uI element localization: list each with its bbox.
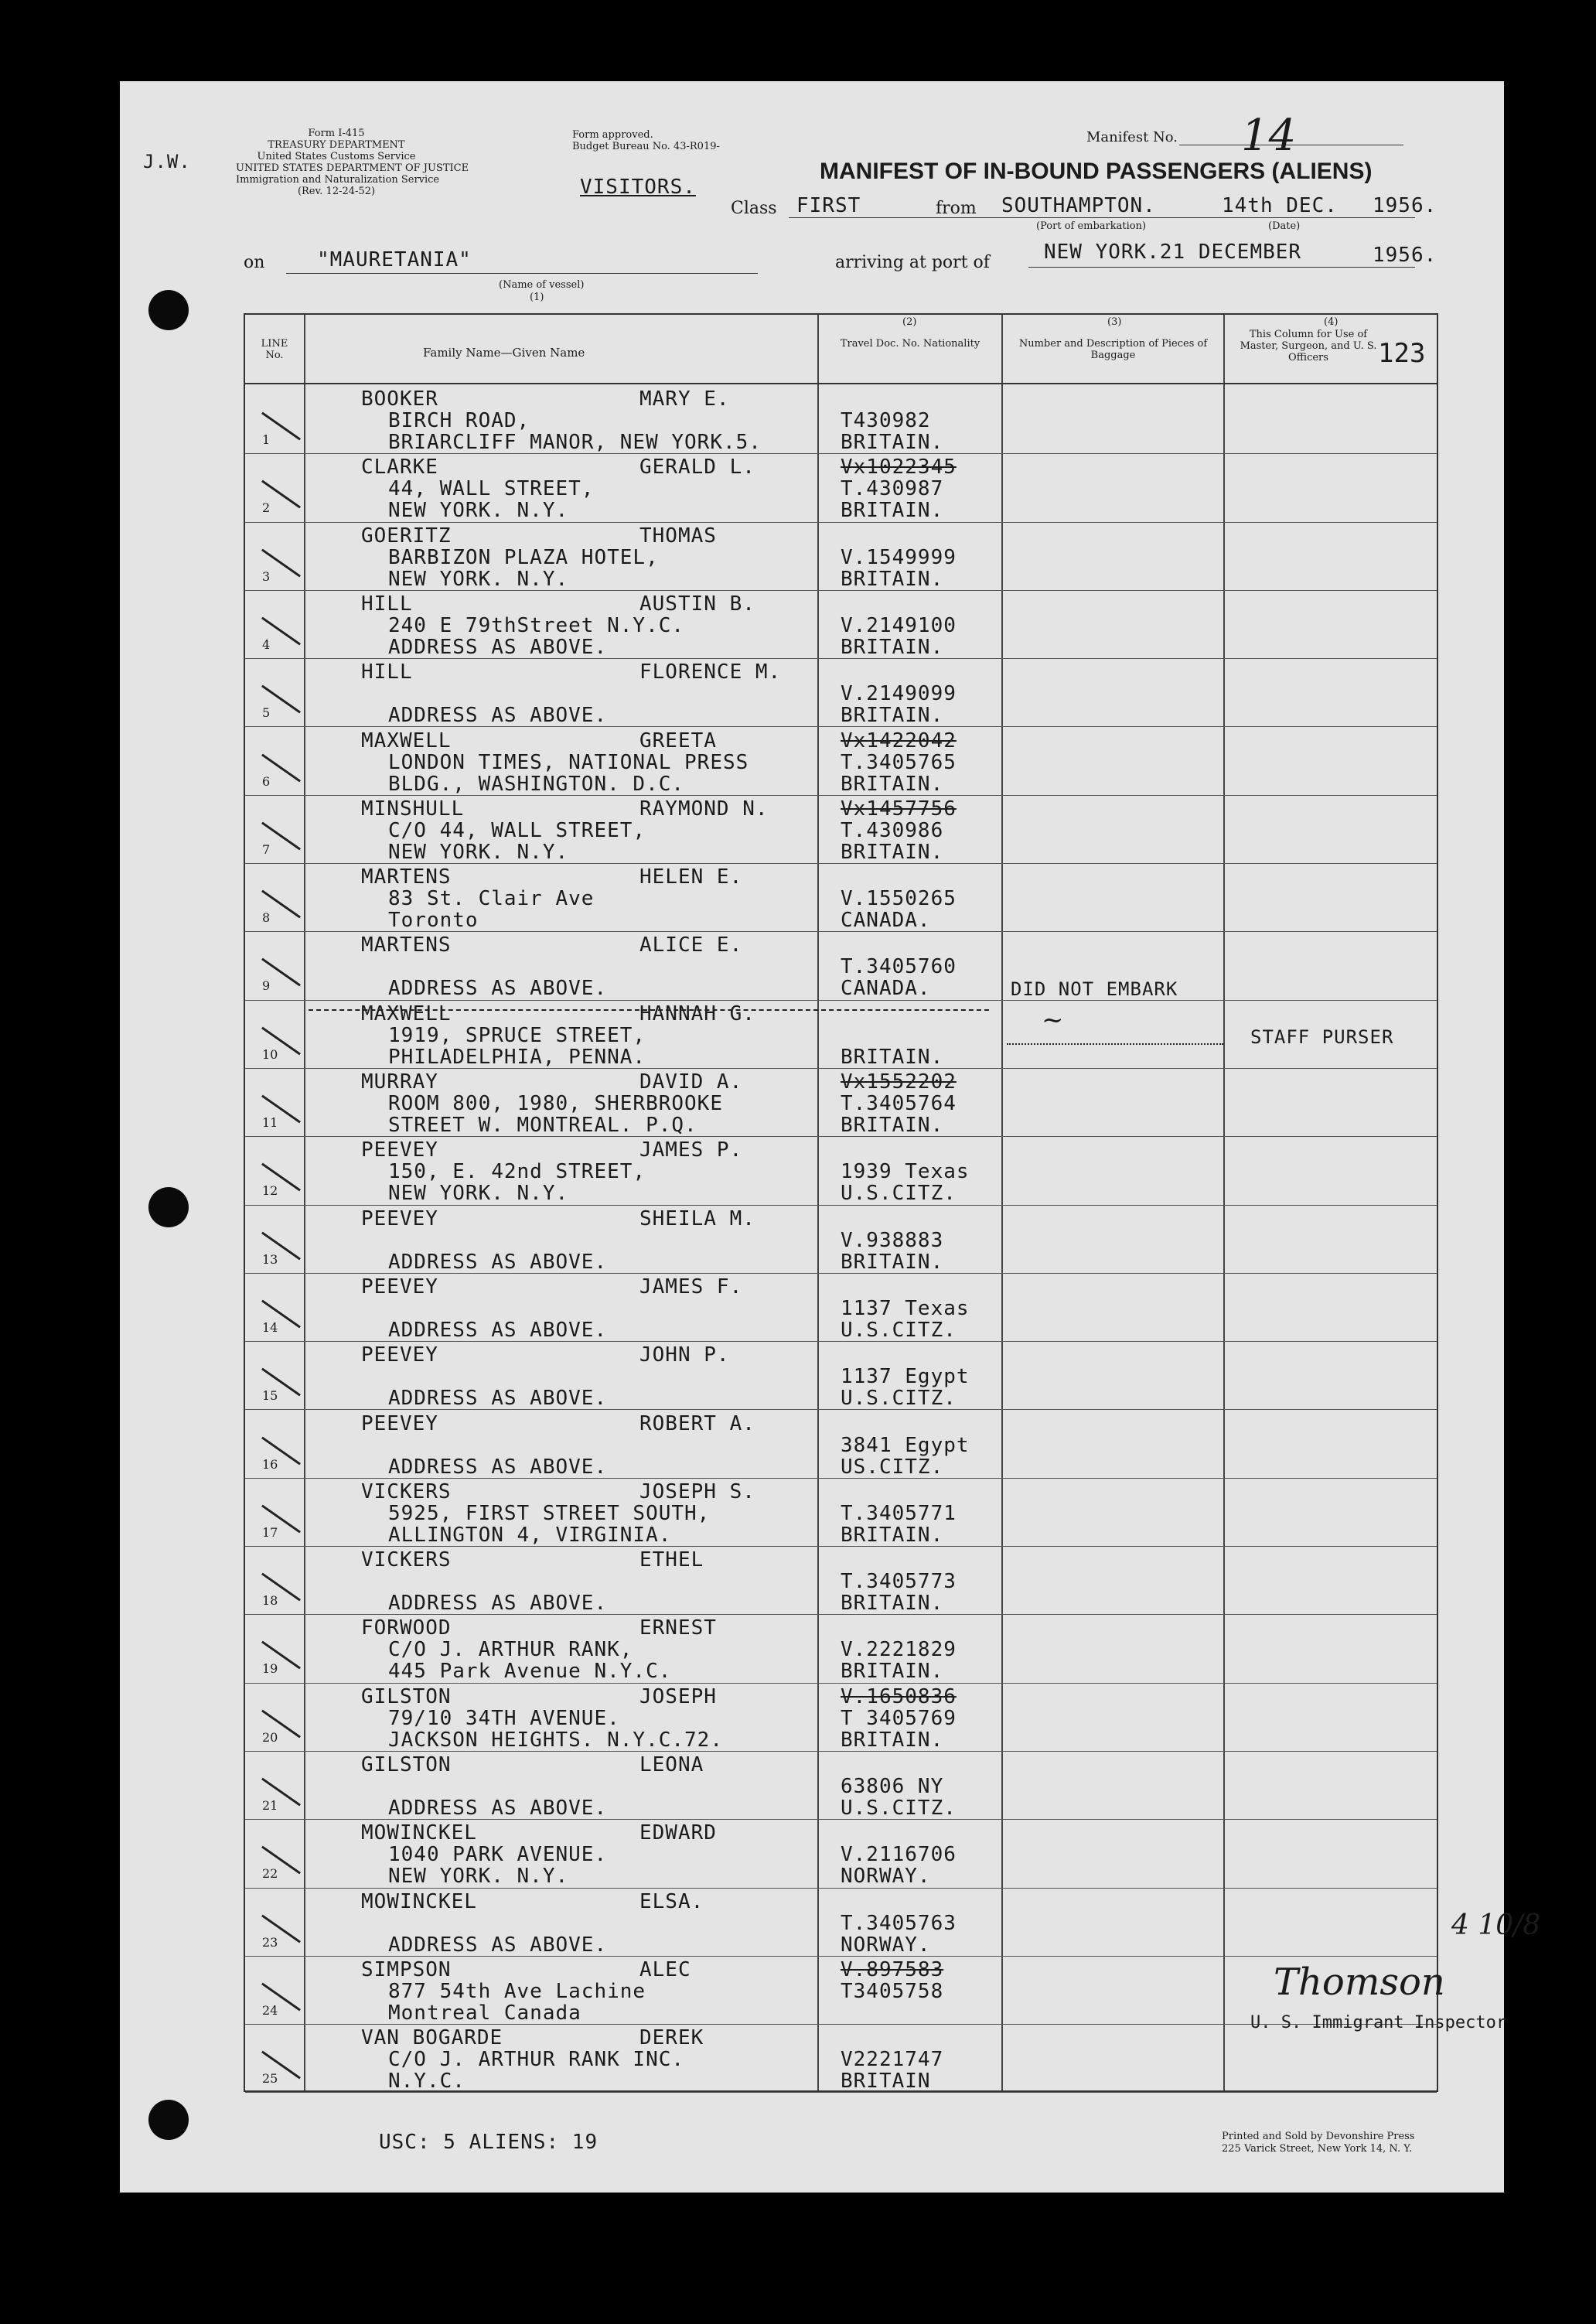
year-2: 1956. [1373, 244, 1437, 267]
travel-doc: 3841 Egypt [841, 1433, 970, 1457]
address-line-2: ADDRESS AS ABOVE. [388, 1933, 608, 1957]
initials: J.W. [143, 151, 191, 172]
address-line-2: BRIARCLIFF MANOR, NEW YORK.5. [388, 431, 762, 454]
travel-doc: V.2221829 [841, 1638, 957, 1662]
manifest-no: 14 [1241, 111, 1297, 161]
table-row [245, 1206, 1437, 1274]
did-not-embark: DID NOT EMBARK [1011, 978, 1178, 1000]
family-name: BOOKER [361, 387, 438, 411]
given-name: JAMES F. [639, 1275, 743, 1299]
manifest-no-label: Manifest No. [1086, 129, 1178, 145]
nationality: BRITAIN. [841, 1114, 944, 1137]
given-name: GREETA [639, 729, 717, 752]
line-number: 23 [262, 1934, 278, 1950]
family-name: VICKERS [361, 1548, 452, 1572]
line-class [789, 217, 1415, 218]
address-line-1: 5925, FIRST STREET SOUTH, [388, 1501, 711, 1525]
travel-doc: V.2149100 [841, 613, 957, 637]
line-number: 13 [262, 1251, 278, 1267]
table-row [245, 454, 1437, 522]
table-row [245, 1137, 1437, 1205]
travel-doc: T.3405771 [841, 1501, 957, 1525]
given-name: ERNEST [639, 1616, 717, 1640]
line-number: 5 [262, 705, 271, 721]
table-row [245, 659, 1437, 727]
arriving-label: arriving at port of [835, 253, 990, 272]
given-name: GERALD L. [639, 456, 755, 479]
given-name: FLORENCE M. [639, 660, 782, 684]
col-header-travel: Travel Doc. No. Nationality [840, 338, 980, 350]
vessel-col: (1) [530, 292, 544, 303]
col-header-name: Family Name—Given Name [423, 346, 585, 360]
address-line-1: 1040 PARK AVENUE. [388, 1843, 608, 1867]
line-number: 9 [262, 978, 271, 994]
nationality: U.S.CITZ. [841, 1387, 957, 1411]
table-row [245, 591, 1437, 659]
embark-date: 14th DEC. [1222, 194, 1338, 217]
footer-counts: USC: 5 ALIENS: 19 [379, 2131, 598, 2154]
family-name: MARTENS [361, 865, 452, 889]
table-row [245, 864, 1437, 932]
manifest-page [120, 81, 1541, 2193]
nationality: CANADA. [841, 909, 931, 933]
arrival-port: NEW YORK.21 DECEMBER [1044, 241, 1302, 264]
table-row [245, 1342, 1437, 1410]
address-line-2: Montreal Canada [388, 2001, 581, 2025]
line-number: 4 [262, 636, 271, 652]
travel-doc: T 3405769 [841, 1706, 957, 1730]
page-number: 123 [1378, 338, 1426, 369]
family-name: GILSTON [361, 1684, 452, 1708]
given-name: LEONA [639, 1753, 704, 1776]
nationality: BRITAIN. [841, 1728, 944, 1752]
address-line-2: STREET W. MONTREAL. P.Q. [388, 1114, 697, 1137]
address-line-2: 445 Park Avenue N.Y.C. [388, 1660, 672, 1684]
passenger-table [244, 313, 1541, 2094]
given-name: ETHEL [639, 1548, 704, 1572]
table-row [245, 1684, 1437, 1752]
given-name: DAVID A. [639, 1070, 743, 1094]
family-name: PEEVEY [361, 1343, 438, 1367]
given-name: MARY E. [639, 387, 730, 411]
family-name: MINSHULL [361, 797, 465, 821]
nationality: BRITAIN. [841, 1523, 944, 1547]
line-number: 19 [262, 1661, 278, 1677]
given-name: JOSEPH [639, 1684, 717, 1708]
address-line-1: 240 E 79thStreet N.Y.C. [388, 613, 685, 637]
address-line-2: NEW YORK. N.Y. [388, 499, 569, 523]
family-name: HILL [361, 660, 413, 684]
travel-doc: T.430986 [841, 818, 944, 842]
table-row [245, 728, 1437, 796]
travel-doc-struck: V.897583 [841, 1957, 944, 1981]
address-line-2: ADDRESS AS ABOVE. [388, 635, 608, 659]
on-label: on [244, 253, 265, 272]
punch-hole-bottom [148, 2100, 189, 2140]
class-label: Class [731, 199, 777, 218]
family-name: MAXWELL [361, 1002, 452, 1025]
travel-doc: T.430987 [841, 477, 944, 501]
table-row [245, 1889, 1437, 1957]
travel-doc: 1137 Egypt [841, 1365, 970, 1389]
family-name: PEEVEY [361, 1411, 438, 1435]
table-row [245, 2025, 1437, 2093]
address-line-1: 150, E. 42nd STREET, [388, 1160, 646, 1184]
line-number: 3 [262, 568, 271, 584]
line-number: 18 [262, 1593, 278, 1609]
line-number: 8 [262, 910, 271, 926]
travel-doc: T.3405763 [841, 1911, 957, 1935]
given-name: JOSEPH S. [639, 1479, 755, 1503]
travel-doc: V2221747 [841, 2048, 944, 2072]
line-number: 22 [262, 1866, 278, 1882]
address-line-1: 877 54th Ave Lachine [388, 1979, 646, 2003]
address-line-1: C/O J. ARTHUR RANK INC. [388, 2048, 685, 2072]
travel-doc-struck: V.1650836 [841, 1684, 957, 1708]
address-line-1: LONDON TIMES, NATIONAL PRESS [388, 750, 749, 774]
travel-doc: 1137 Texas [841, 1296, 970, 1320]
family-name: GILSTON [361, 1753, 452, 1776]
col-header-baggage-num: (3) [1107, 316, 1122, 328]
line-number: 16 [262, 1456, 278, 1472]
address-line-2: PHILADELPHIA, PENNA. [388, 1045, 646, 1069]
vessel-name: "MAURETANIA" [317, 248, 472, 271]
col-header-travel-num: (2) [902, 316, 917, 328]
given-name: SHEILA M. [639, 1206, 755, 1230]
nationality: NORWAY. [841, 1933, 931, 1957]
embark-port-sub: (Port of embarkation) [1036, 220, 1147, 232]
travel-doc: T.3405765 [841, 750, 957, 774]
vessel-sub: (Name of vessel) [499, 279, 585, 291]
approval-info: Form approved. Budget Bureau No. 43-R019- [572, 129, 720, 152]
travel-doc: T.3405764 [841, 1092, 957, 1115]
family-name: PEEVEY [361, 1275, 438, 1299]
address-line-2: ADDRESS AS ABOVE. [388, 1387, 608, 1411]
address-line-2: JACKSON HEIGHTS. N.Y.C.72. [388, 1728, 723, 1752]
col-header-officers-num: (4) [1324, 316, 1339, 328]
family-name: CLARKE [361, 456, 438, 479]
family-name: MURRAY [361, 1070, 438, 1094]
line-number: 17 [262, 1524, 278, 1540]
printer-line-2: 225 Varick Street, New York 14, N. Y. [1222, 2143, 1413, 2155]
given-name: ELSA. [639, 1889, 704, 1913]
form-info: Form I-415 TREASURY DEPARTMENT United States Customs Service UNITED STATES DEPARTMENT OF JUSTICE Immigration and Naturalization Service (Rev. 12-24-52) [236, 128, 469, 197]
table-row [245, 1615, 1437, 1683]
address-line-2: ADDRESS AS ABOVE. [388, 1318, 608, 1342]
address-line-1: BIRCH ROAD, [388, 409, 530, 432]
table-row [245, 1820, 1437, 1888]
address-line-2: Toronto [388, 909, 479, 933]
address-line-1: ROOM 800, 1980, SHERBROOKE [388, 1092, 723, 1115]
nationality: BRITAIN. [841, 840, 944, 864]
nationality: BRITAIN. [841, 704, 944, 728]
col-header-baggage: Number and Description of Pieces of Baggage [1018, 338, 1208, 361]
given-name: THOMAS [639, 524, 717, 548]
line-number: 1 [262, 432, 271, 447]
travel-doc: V.2116706 [841, 1843, 957, 1867]
address-line-1: C/O 44, WALL STREET, [388, 818, 646, 842]
nationality: BRITAIN. [841, 1045, 944, 1069]
class-value: FIRST [796, 194, 861, 217]
family-name: MOWINCKEL [361, 1821, 477, 1845]
family-name: GOERITZ [361, 524, 452, 548]
given-name: JOHN P. [639, 1343, 730, 1367]
travel-doc: T.3405773 [841, 1570, 957, 1594]
address-line-2: ADDRESS AS ABOVE. [388, 1455, 608, 1479]
family-name: MOWINCKEL [361, 1889, 477, 1913]
col-header-officers: This Column for Use of Master, Surgeon, and U. S. Officers [1240, 329, 1377, 363]
table-row [245, 796, 1437, 864]
punch-hole-middle [148, 1187, 189, 1227]
family-name: VICKERS [361, 1479, 452, 1503]
line-number: 7 [262, 841, 271, 857]
family-name: MAXWELL [361, 729, 452, 752]
line-number: 11 [262, 1115, 278, 1130]
family-name: PEEVEY [361, 1206, 438, 1230]
baggage-dotted-line [1007, 1043, 1223, 1045]
line-number: 15 [262, 1388, 278, 1404]
address-line-1: BARBIZON PLAZA HOTEL, [388, 545, 659, 569]
travel-doc: 1939 Texas [841, 1160, 970, 1184]
line-number: 12 [262, 1183, 278, 1199]
table-row [245, 1752, 1437, 1820]
travel-doc: V.2149099 [841, 682, 957, 706]
address-line-2: NEW YORK. N.Y. [388, 567, 569, 591]
margin-note: 4 10/8 [1451, 1909, 1541, 1941]
given-name: RAYMOND N. [639, 797, 769, 821]
address-line-2: NEW YORK. N.Y. [388, 1865, 569, 1889]
given-name: HANNAH G. [639, 1002, 755, 1025]
nationality: BRITAIN. [841, 1660, 944, 1684]
line-number: 25 [262, 2071, 278, 2087]
address-line-1: C/O J. ARTHUR RANK, [388, 1638, 633, 1662]
year-1: 1956. [1373, 194, 1437, 217]
address-line-2: ADDRESS AS ABOVE. [388, 977, 608, 1001]
given-name: HELEN E. [639, 865, 743, 889]
address-line-2: ADDRESS AS ABOVE. [388, 1592, 608, 1616]
table-row [245, 1479, 1437, 1547]
family-name: MARTENS [361, 933, 452, 957]
given-name: EDWARD [639, 1821, 717, 1845]
nationality: CANADA. [841, 977, 931, 1001]
address-line-1: 44, WALL STREET, [388, 477, 595, 501]
travel-doc-struck: Vx1022345 [841, 456, 957, 479]
travel-doc-struck: Vx1422042 [841, 729, 957, 752]
document-title: MANIFEST OF IN-BOUND PASSENGERS (ALIENS) [820, 159, 1373, 184]
cancelled-row-line [309, 1009, 989, 1011]
nationality: BRITAIN. [841, 431, 944, 454]
inspector-label: U. S. Immigrant Inspector [1250, 2013, 1507, 2032]
nationality: BRITAIN. [841, 499, 944, 523]
family-name: HILL [361, 592, 413, 616]
punch-hole-top [148, 290, 189, 330]
address-line-2: ADDRESS AS ABOVE. [388, 1797, 608, 1820]
given-name: AUSTIN B. [639, 592, 755, 616]
address-line-2: BLDG., WASHINGTON. D.C. [388, 772, 685, 796]
address-line-2: N.Y.C. [388, 2070, 466, 2094]
family-name: PEEVEY [361, 1138, 438, 1162]
travel-doc: V.938883 [841, 1228, 944, 1252]
printer-line-1: Printed and Sold by Devonshire Press [1222, 2131, 1415, 2142]
address-line-2: ADDRESS AS ABOVE. [388, 704, 608, 728]
address-line-2: ALLINGTON 4, VIRGINIA. [388, 1523, 672, 1547]
travel-doc-struck: Vx1552202 [841, 1070, 957, 1094]
address-line-1: 1919, SPRUCE STREET, [388, 1023, 646, 1047]
line-number: 14 [262, 1319, 278, 1335]
header-divider [245, 383, 1437, 384]
given-name: DEREK [639, 2026, 704, 2050]
travel-doc: V.1550265 [841, 887, 957, 911]
table-row [245, 932, 1437, 1000]
nationality: BRITAIN. [841, 635, 944, 659]
staff-purser: STAFF PURSER [1250, 1026, 1394, 1048]
nationality: U.S.CITZ. [841, 1797, 957, 1820]
embark-port: SOUTHAMPTON. [1001, 194, 1156, 217]
table-row [245, 523, 1437, 591]
visitors-label: VISITORS. [580, 176, 696, 199]
line-number: 24 [262, 2002, 278, 2018]
nationality: BRITAIN. [841, 567, 944, 591]
initial-scrawl: ~ [1042, 1005, 1064, 1036]
given-name: ALEC [639, 1957, 691, 1981]
given-name: JAMES P. [639, 1138, 743, 1162]
nationality: BRITAIN. [841, 1250, 944, 1274]
line-number: 10 [262, 1046, 278, 1062]
address-line-2: NEW YORK. N.Y. [388, 1182, 569, 1206]
line-number: 21 [262, 1798, 278, 1813]
address-line-2: ADDRESS AS ABOVE. [388, 1250, 608, 1274]
nationality: US.CITZ. [841, 1455, 944, 1479]
travel-doc: T3405758 [841, 1979, 944, 2003]
given-name: ROBERT A. [639, 1411, 755, 1435]
from-label: from [936, 199, 977, 218]
table-row [245, 1274, 1437, 1342]
line-arriving [1028, 267, 1415, 268]
given-name: ALICE E. [639, 933, 743, 957]
address-line-1: 79/10 34TH AVENUE. [388, 1706, 620, 1730]
table-row [245, 1411, 1437, 1479]
inspector-signature: Thomson [1274, 1961, 1445, 2004]
line-number: 20 [262, 1729, 278, 1745]
col-header-line: LINE No. [261, 338, 288, 361]
travel-doc: T.3405760 [841, 955, 957, 979]
nationality: BRITAIN [841, 2070, 931, 2094]
travel-doc: T430982 [841, 409, 931, 432]
travel-doc: 63806 NY [841, 1775, 944, 1798]
travel-doc-struck: Vx1457756 [841, 797, 957, 821]
address-line-1: 83 St. Clair Ave [388, 887, 595, 911]
line-vessel [286, 273, 758, 274]
nationality: U.S.CITZ. [841, 1318, 957, 1342]
nationality: BRITAIN. [841, 772, 944, 796]
family-name: VAN BOGARDE [361, 2026, 503, 2050]
nationality: NORWAY. [841, 1865, 931, 1889]
line-number: 6 [262, 773, 271, 789]
address-line-2: NEW YORK. N.Y. [388, 840, 569, 864]
family-name: SIMPSON [361, 1957, 452, 1981]
nationality: U.S.CITZ. [841, 1182, 957, 1206]
nationality: BRITAIN. [841, 1592, 944, 1616]
travel-doc: V.1549999 [841, 545, 957, 569]
table-row [245, 1547, 1437, 1615]
family-name: FORWOOD [361, 1616, 452, 1640]
table-row [245, 386, 1437, 454]
line-number: 2 [262, 500, 271, 516]
embark-date-sub: (Date) [1268, 220, 1301, 232]
table-row [245, 1069, 1437, 1137]
